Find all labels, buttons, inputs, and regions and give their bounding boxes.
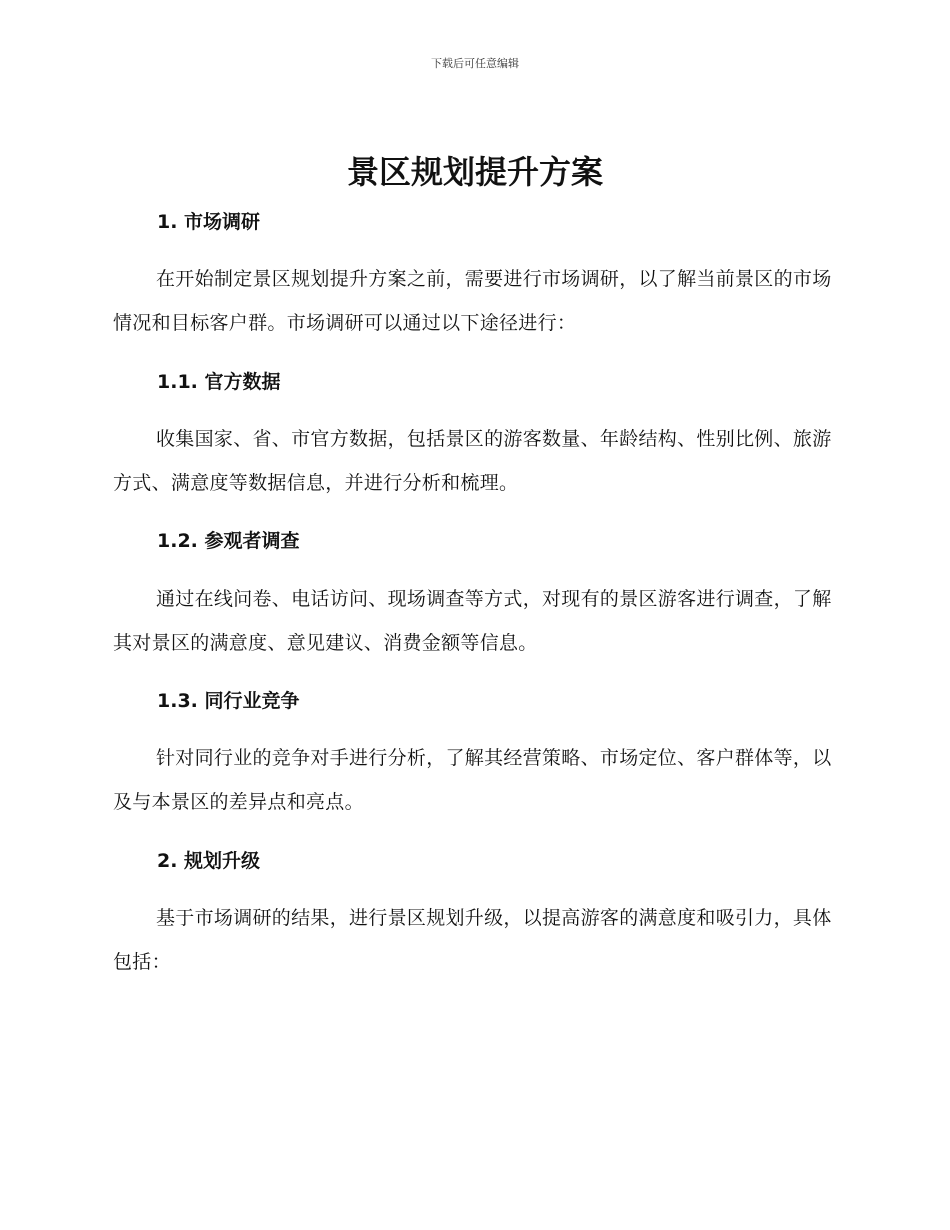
section-paragraph-official-data: 收集国家、省、市官方数据，包括景区的游客数量、年龄结构、性别比例、旅游方式、满意度等数据信息，并进行分析和梳理。 bbox=[113, 428, 832, 494]
section-paragraph-market-research: 在开始制定景区规划提升方案之前，需要进行市场调研，以了解当前景区的市场情况和目标客户群。市场调研可以通过以下途径进行： bbox=[113, 268, 832, 334]
section-heading-competition: 1.3. 同行业竞争 bbox=[157, 690, 300, 712]
section-heading-market-research: 1. 市场调研 bbox=[157, 211, 261, 233]
section-paragraph-planning-upgrade: 基于市场调研的结果，进行景区规划升级，以提高游客的满意度和吸引力，具体包括： bbox=[113, 907, 832, 973]
section-paragraph-visitor-survey: 通过在线问卷、电话访问、现场调查等方式，对现有的景区游客进行调查，了解其对景区的满意度、意见建议、消费金额等信息。 bbox=[113, 588, 832, 654]
section-heading-official-data: 1.1. 官方数据 bbox=[157, 371, 281, 393]
document-title: 景区规划提升方案 bbox=[346, 153, 603, 191]
page-header-note: 下载后可任意编辑 bbox=[431, 57, 519, 70]
section-paragraph-competition: 针对同行业的竞争对手进行分析，了解其经营策略、市场定位、客户群体等，以及与本景区的差异点和亮点。 bbox=[113, 747, 832, 813]
section-heading-planning-upgrade: 2. 规划升级 bbox=[157, 850, 261, 872]
section-heading-visitor-survey: 1.2. 参观者调查 bbox=[157, 530, 300, 552]
